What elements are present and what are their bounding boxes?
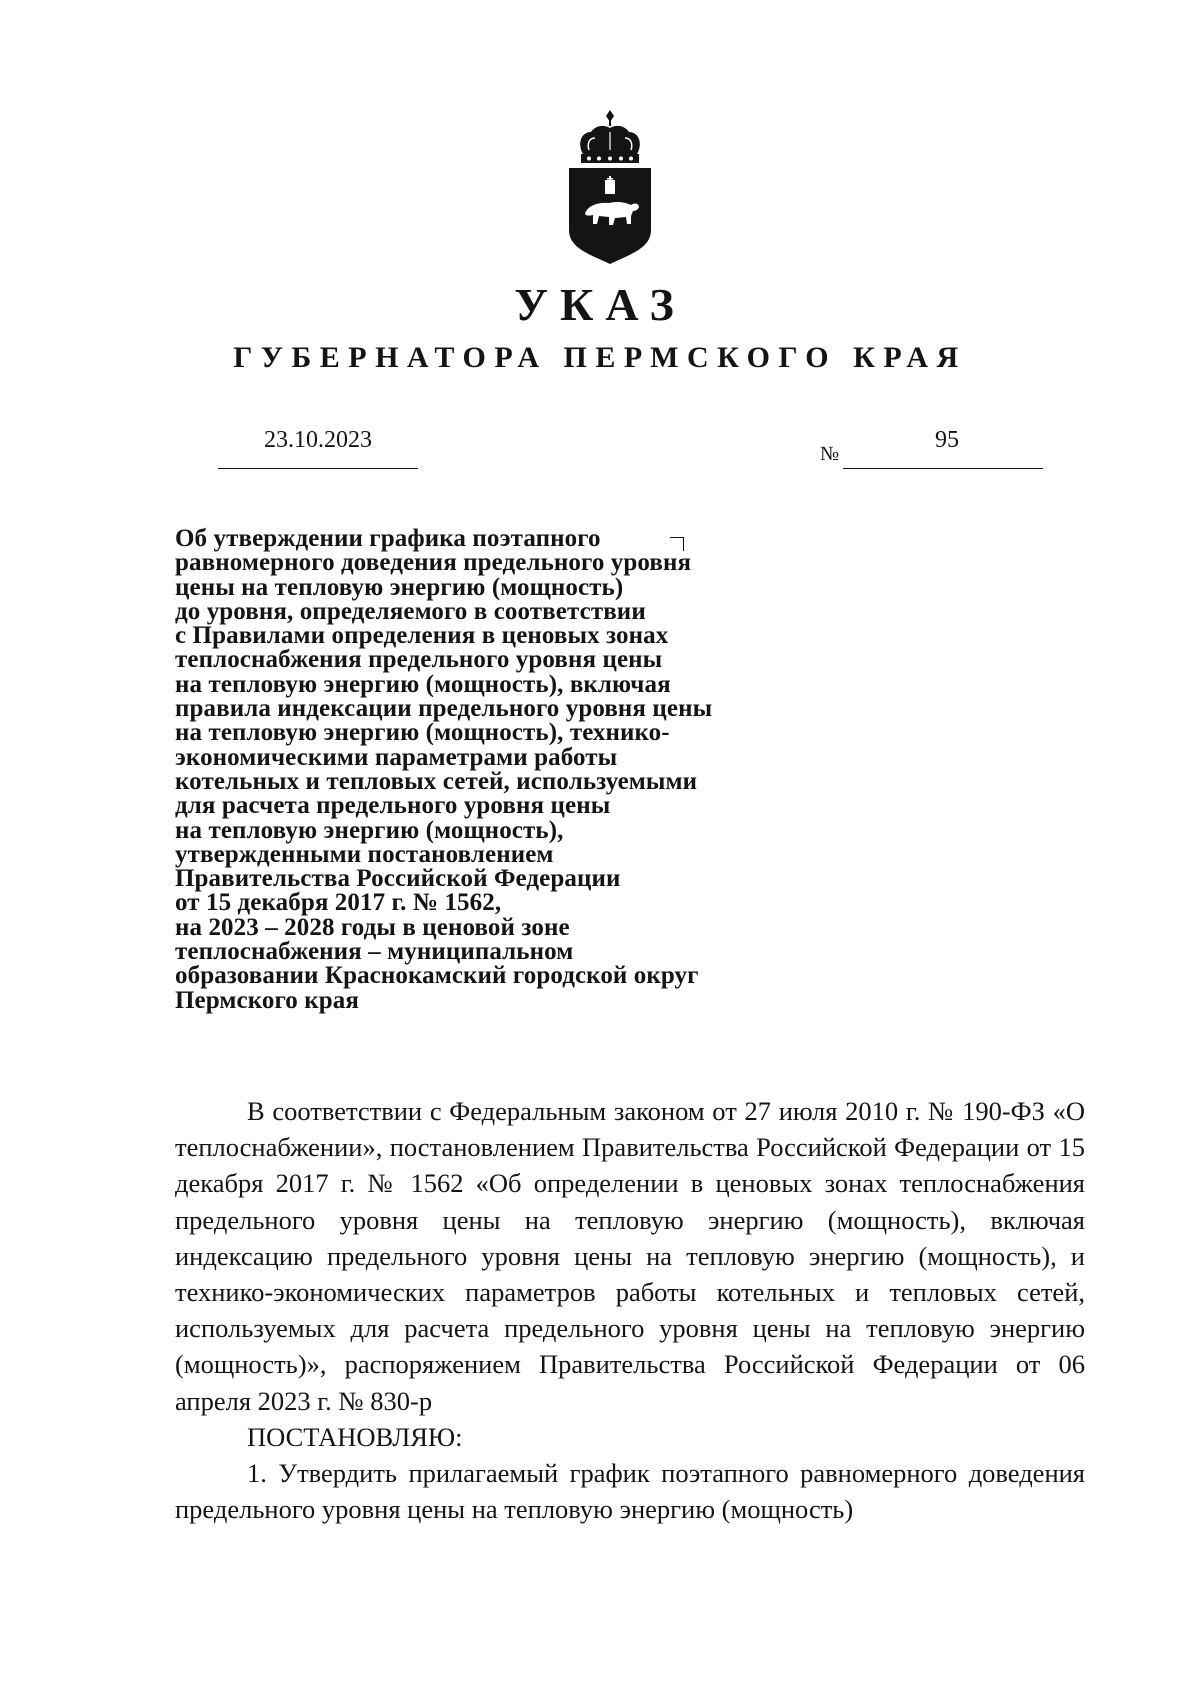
subject-line: Пермского края [175,986,359,1014]
number-field [843,420,1043,469]
item-1-paragraph: 1. Утвердить прилагаемый график поэтапного равномерного доведения предельного уровня цены на тепловую энергию (мощность) [175,1458,1085,1525]
perm-krai-coat-of-arms-icon [565,110,655,265]
date-field [218,420,418,469]
document-body [175,1093,1085,1527]
document-type-title: УКАЗ [514,279,686,330]
subject-line: на 2023 – 2028 годы в ценовой зоне [175,913,570,941]
decree-word: ПОСТАНОВЛЯЮ: [247,1421,463,1452]
subject-line: теплоснабжения предельного уровня цены [175,646,663,674]
number-sign: № [820,443,840,465]
document-issuer: ГУБЕРНАТОРА ПЕРМСКОГО КРАЯ [233,341,967,374]
subject-line: Правительства Российской Федерации [175,865,621,893]
document-number: 95 [935,427,959,453]
subject-line: правила индексации предельного уровня цены [175,695,713,723]
subject-line: равномерного доведения предельного уровня [175,549,692,577]
subject-line: до уровня, определяемого в соответствии [175,597,646,625]
document-subject [175,527,795,1013]
subject-line: от 15 декабря 2017 г. № 1562, [175,889,502,917]
subject-line: утвержденными постановлением [175,840,554,868]
subject-line: теплоснабжения – муниципальном [175,938,574,966]
subject-line: котельных и тепловых сетей, используемыми [175,767,698,795]
subject-line: на тепловую энергию (мощность), включая [175,670,671,698]
subject-line: Об утверждении графика поэтапного [175,525,601,552]
document-date: 23.10.2023 [264,427,372,453]
preamble-paragraph: В соответствии с Федеральным законом от 27 июля 2010 г. № 190-ФЗ «О теплоснабжении», постановлением Правительства Российской Федерации от 15 декабря 2017 г. № 1562 «Об определении в ценовых зонах теплоснабжения предельного уровня цены на тепловую энергию (мощность), включая индексацию предельного уровня цены на тепловую энергию (мощность), и технико-экономических параметров работы котельных и тепловых сетей, используемых для расчета предельного уровня цены на тепловую энергию (мощность)», распоряжением Правительства Российской Федерации от 06 апреля 2023 г. № 830-р [175,1096,1085,1416]
subject-line: образовании Краснокамский городской округ [175,962,699,990]
subject-line: цены на тепловую энергию (мощность) [175,573,624,601]
subject-line: для расчета предельного уровня цены [175,792,611,820]
subject-line: экономическими параметрами работы [175,743,618,771]
subject-line: на тепловую энергию (мощность), технико- [175,719,670,747]
subject-line: с Правилами определения в ценовых зонах [175,622,669,650]
subject-line: на тепловую энергию (мощность), [175,816,564,844]
